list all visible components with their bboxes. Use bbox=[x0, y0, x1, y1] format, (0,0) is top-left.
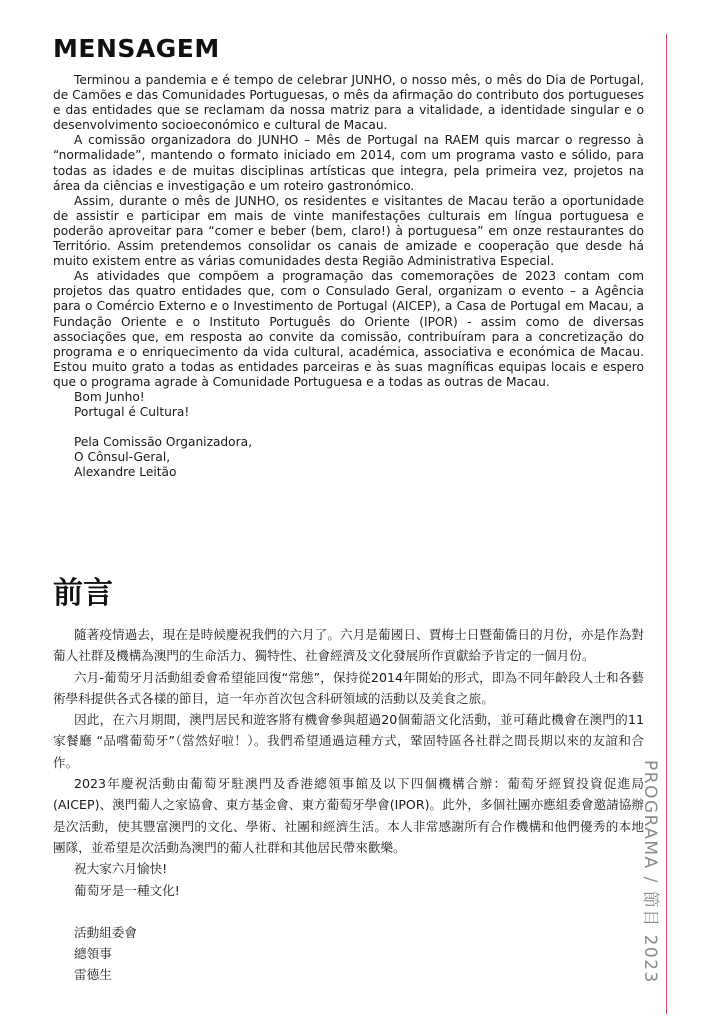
greeting: Portugal é Cultura! bbox=[74, 405, 190, 420]
portuguese-closing bbox=[53, 390, 644, 480]
chinese-message bbox=[53, 568, 644, 986]
program-side-label: PROGRAMA / 節目 2023 bbox=[640, 760, 660, 984]
paragraph: 因此，在六月期間，澳門居民和遊客將有機會參與超過20個葡語文化活動，並可藉此機會在澳門的11家餐廳 “品嚐葡萄牙”（當然好啦！）。我們希望通過這種方式，鞏固特區各社群之間長期以來的友誼和合作。 bbox=[53, 712, 644, 770]
paragraph: 六月-葡萄牙月活動組委會希望能回復“常態”，保持從2014年開始的形式，即為不同年齡段人士和各藝術學科提供各式各樣的節目，這一年亦首次包含科研領域的活動以及美食之旅。 bbox=[53, 669, 644, 706]
greeting: Bom Junho! bbox=[74, 389, 145, 404]
signature-line: 活動組委會 bbox=[74, 924, 137, 940]
paragraph: 2023年慶祝活動由葡萄牙駐澳門及香港總領事館及以下四個機構合辦：葡萄牙經貿投資促進局(AICEP)、澳門葡人之家協會、東方基金會、東方葡萄牙學會(IPOR)。此外，多個社團亦應組委會邀請協辦是次活動，使其豐富澳門的文化、學術、社團和經濟生活。本人非常感謝所有合作機構和他們優秀的本地團隊，並希望是次活動為澳門的葡人社群和其他居民帶來歡樂。 bbox=[53, 776, 644, 855]
chinese-body bbox=[53, 624, 644, 858]
signature-line: Pela Comissão Organizadora, bbox=[74, 435, 252, 450]
chinese-title: 前言 bbox=[53, 576, 113, 611]
signature-name: Alexandre Leitão bbox=[74, 465, 177, 480]
paragraph: 隨著疫情過去，現在是時候慶祝我們的六月了。六月是葡國日、賈梅士日暨葡僑日的月份，亦是作為對葡人社群及機構為澳門的生命活力、獨特性、社會經濟及文化發展所作貢獻給予肯定的一個月份。 bbox=[53, 627, 644, 664]
paragraph: Terminou a pandemia e é tempo de celebrar JUNHO, o nosso mês, o mês do Dia de Portugal, de Camões e das Comunidades Portuguesas, o mês da afirmação do contributo dos portugueses e das entidades que se reclamam da nossa matriz para a vitalidade, a identidade singular e o desenvolvimento socioeconómico e cultural de Macau. bbox=[53, 73, 644, 133]
paragraph: A comissão organizadora do JUNHO – Mês de Portugal na RAEM quis marcar o regresso à “normalidade”, mantendo o formato iniciado em 2014, com um programa vasto e sólido, para todas as idades e de muitas disciplinas artísticas que integra, pela primeira vez, projetos na área da ciências e investigação e um roteiro gastronómico. bbox=[53, 133, 644, 193]
vertical-divider bbox=[666, 34, 667, 1014]
paragraph: Assim, durante o mês de JUNHO, os residentes e visitantes de Macau terão a oportunidade de assistir e participar em mais de vinte manifestações culturais em língua portuguesa e poderão aproveitar para “comer e beber (bem, claro!) à portuguesa” em onze restaurantes do Território. Assim pretendemos consolidar os canais de amizade e cooperação que desde há muito existem entre as várias comunidades desta Região Administrativa Especial. bbox=[53, 193, 644, 269]
chinese-closing bbox=[53, 858, 644, 985]
signature-line: O Cônsul-Geral, bbox=[74, 450, 171, 465]
greeting: 葡萄牙是一種文化! bbox=[74, 882, 180, 898]
portuguese-title: MENSAGEM bbox=[53, 34, 220, 63]
portuguese-body bbox=[53, 73, 644, 390]
portuguese-message bbox=[53, 30, 644, 480]
signature-name: 雷德生 bbox=[74, 967, 112, 983]
signature-line: 總領事 bbox=[74, 946, 112, 962]
paragraph: As atividades que compõem a programação das comemorações de 2023 contam com projetos das quatro entidades que, com o Consulado Geral, organizam o evento – a Agência para o Comércio Externo e o Investimento de Portugal (AICEP), a Casa de Portugal em Macau, a Fundação Oriente e o Instituto Português do Oriente (IPOR) - assim como de diversas associações que, em resposta ao convite da comissão, contribuíram para a concretização do programa e o enriquecimento da vida cultural, académica, associativa e económica de Macau. Estou muito grato a todas as entidades parceiras e às suas magníficas equipas locais e espero que o programa agrade à Comunidade Portuguesa e a todas as outras de Macau. bbox=[53, 269, 644, 389]
greeting: 祝大家六月愉快! bbox=[74, 861, 168, 877]
